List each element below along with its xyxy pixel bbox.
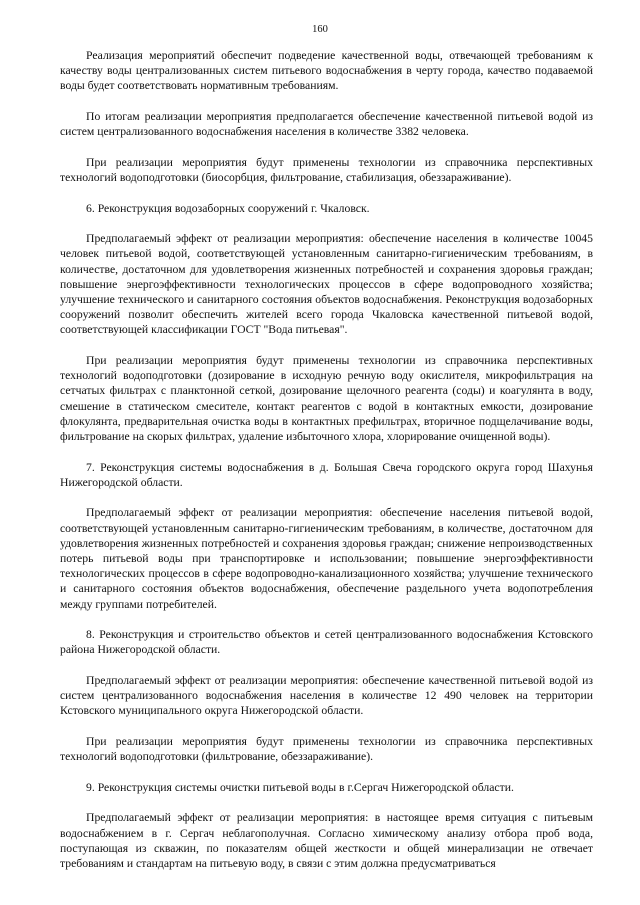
paragraph-effect-kstovo: Предполагаемый эффект от реализации мероприятия: обеспечение качественной питьевой водой из систем централизованного водоснабжения населения в количестве 12 490 человек на территории Кстовского муниципального округа Нижегородской области. [60,674,593,718]
paragraph-population-served-3382: По итогам реализации мероприятия предполагается обеспечение качественной питьевой водой из систем централизованного водоснабжения населения в количестве 3382 человека. [60,110,593,139]
paragraph-effect-sergach: Предполагаемый эффект от реализации мероприятия: в настоящее время ситуация с питьевым водоснабжением в г. Сергач неблагополучная. Согласно химическому анализу отбора проб вода, поступающая из скважин, по показателям общей жесткости и общей минерализации не отвечает требованиям и стандартам на питьевую воду, в связи с этим должна предусматриваться [60,811,593,871]
document-body [60,48,593,887]
paragraph-effect-bolshaya-svecha: Предполагаемый эффект от реализации мероприятия: обеспечение населения питьевой водой, соответствующей установленным санитарно-гигиеническим требованиям, в количестве, достаточном для удовлетворения жизненных потребностей и сохранения здоровья граждан; снижение непроизводственных потерь питьевой воды при транспортировке и использовании; повышение энергоэффективности технологических процессов в сфере водопроводно-канализационного хозяйства; улучшение технического и санитарного состояния объектов водоснабжения, обеспечение раздельного учета водопотребления между группами потребителей. [60,506,593,611]
section-heading-8: 8. Реконструкция и строительство объектов и сетей централизованного водоснабжения Кстовского района Нижегородской области. [60,628,593,657]
section-heading-7: 7. Реконструкция системы водоснабжения в д. Большая Свеча городского округа город Шахунья Нижегородской области. [60,460,593,489]
paragraph-technologies-biosorption: При реализации мероприятия будут применены технологии из справочника перспективных технологий водоподготовки (биосорбция, фильтрование, стабилизация, обеззараживание). [60,155,593,184]
paragraph-effect-chkalovsk: Предполагаемый эффект от реализации мероприятия: обеспечение населения в количестве 10045 человек питьевой водой, соответствующей установленным санитарно-гигиеническим требованиям, в количестве, достаточном для удовлетворения жизненных потребностей и сохранения здоровья граждан; повышение энергоэффективности технологических процессов в сфере водопроводного хозяйства; улучшение технического и санитарного состояния объектов водоснабжения. Реконструкция водозаборных сооружений позволит обеспечить жителей всего города Чкаловска качественной питьевой водой, соответствующей классификации ГОСТ "Вода питьевая". [60,232,593,337]
paragraph-water-quality-compliance: Реализация мероприятий обеспечит подведение качественной воды, отвечающей требованиям к качеству воды централизованных систем питьевого водоснабжения в черту города, качество подаваемой воды будет соответствовать нормативным требованиям. [60,49,593,93]
paragraph-technologies-kstovo: При реализации мероприятия будут применены технологии из справочника перспективных технологий водоподготовки (фильтрование, обеззараживание). [60,735,593,764]
section-heading-6: 6. Реконструкция водозаборных сооружений г. Чкаловск. [86,201,370,215]
paragraph-technologies-chkalovsk: При реализации мероприятия будут применены технологии из справочника перспективных технологий водоподготовки (дозирование в исходную речную воду окислителя, микрофильтрация на сетчатых фильтрах с планктонной сеткой, дозирование щелочного реагента (соды) и коагулянта в воду, смешение в статическом смесителе, контакт реагентов с водой в контактных емкости, дозирование флокулянта, предварительная очистка воды в контактных префильтрах, вторичное подщелачивание воды, фильтрование на скорых фильтрах, удаление избыточного хлора, хлорирование очищенной воды). [60,354,593,444]
page-number: 160 [312,24,328,35]
section-heading-9: 9. Реконструкция системы очистки питьевой воды в г.Сергач Нижегородской области. [86,780,514,794]
